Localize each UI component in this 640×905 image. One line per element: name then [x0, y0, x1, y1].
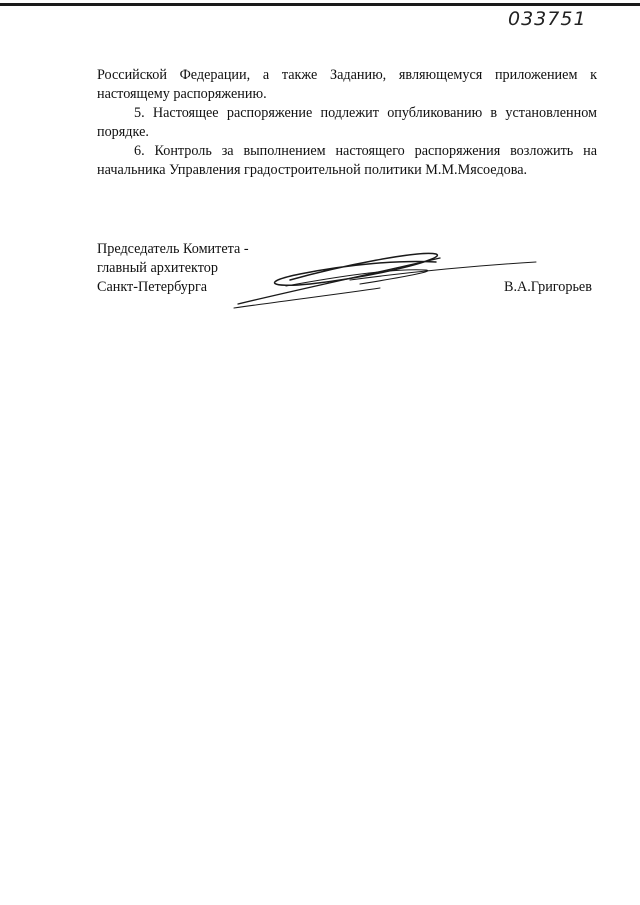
signatory-title-line-1: Председатель Комитета -	[97, 241, 249, 257]
paragraph-continuation: Российской Федерации, а также Заданию, являющемуся приложением к настоящему распоряжению.	[97, 67, 597, 102]
document-body	[97, 66, 597, 180]
handwritten-signature	[230, 244, 540, 314]
signatory-title-line-3: Санкт-Петербурга	[97, 279, 208, 295]
signatory-title	[97, 240, 249, 297]
paragraph-item-5: 5. Настоящее распоряжение подлежит опубликованию в установленном порядке.	[97, 105, 597, 140]
paragraph-item-6: 6. Контроль за выполнением настоящего распоряжения возложить на начальника Управления градостроительной политики М.М.Мясоедова.	[97, 143, 597, 178]
top-border-rule	[0, 3, 640, 6]
signatory-title-line-2: главный архитектор	[97, 260, 218, 276]
signer-name: В.А.Григорьев	[504, 279, 592, 295]
document-number: 033751	[508, 8, 587, 30]
